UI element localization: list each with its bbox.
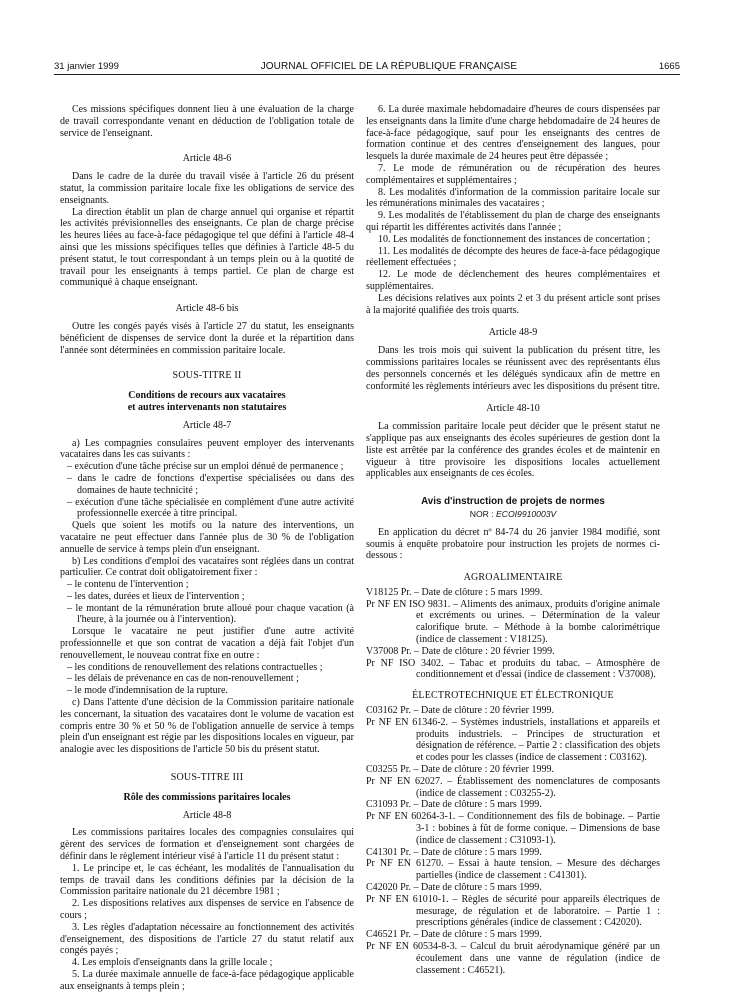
section-title: AGROALIMENTAIRE <box>463 572 563 584</box>
article-heading: Article 48-10 <box>486 403 540 415</box>
intro-paragraph: Ces missions spécifiques donnent lieu à une évaluation de la charge de travail correspondante venant en déduction de l'obligation totale de service de l'enseignant. <box>60 104 354 139</box>
dash-list <box>60 662 354 697</box>
norm-text: Pr NF ISO 3402. – Tabac et produits du tabac. – Atmosphère de conditionnement et d'essai (indice de classement : V37008). <box>366 657 660 681</box>
paragraph: a) Les compagnies consulaires peuvent employer des intervenants vacataires dans les cas suivants : <box>60 437 354 461</box>
sous-titre-heading: et autres intervenants non statutaires <box>127 401 287 413</box>
norm-text: Pr NF EN 60264-3-1. – Conditionnement des fils de bobinage. – Partie 3-1 : bobines à fût de forme conique. – Dimensions de base (indice de classement : C31093-1). <box>366 811 660 846</box>
norm-entry <box>366 717 660 764</box>
norm-text: C03162 Pr. – Date de clôture : 20 février 1999. <box>366 705 555 717</box>
norm-entry <box>366 847 660 859</box>
norm-entry <box>366 799 660 811</box>
list-item: – le contenu de l'intervention ; <box>67 579 189 591</box>
paragraph: Quels que soient les motifs ou la nature des interventions, un vacataire ne peut effectuer dans l'année plus de 30 % de l'obligation annuelle de service à temps plein d'un enseignant. <box>60 520 354 555</box>
section-title: ÉLECTROTECHNIQUE ET ÉLECTRONIQUE <box>412 690 614 702</box>
paragraph: En application du décret nº 84-74 du 26 janvier 1984 modifié, sont soumis à enquête probatoire pour instruction les projets de normes ci-dessous : <box>366 526 660 562</box>
numbered-item: 9. Les modalités de l'établissement du plan de charge des enseignants qui répartit les différentes activités dans l'année ; <box>366 210 660 233</box>
numbered-item: 8. Les modalités d'information de la commission paritaire locale sur les rémunérations minimales des vacataires ; <box>366 186 660 210</box>
norm-entry <box>366 599 660 646</box>
norm-text: Pr NF EN 60534-8-3. – Calcul du bruit aérodynamique généré par un écoulement dans une vanne de régulation (indice de classement : C46521). <box>366 941 660 976</box>
header-date: 31 janvier 1999 <box>54 61 119 72</box>
norm-text: C03255 Pr. – Date de clôture : 20 février 1999. <box>366 764 555 776</box>
list-item: – le montant de la rémunération brute alloué pour chaque vacation (à l'heure, à la journée ou à l'intervention). <box>67 602 354 626</box>
numbered-item: 5. La durée maximale annuelle de face-à-face pédagogique applicable aux enseignants à temps plein ; <box>60 969 354 992</box>
article-heading: Article 48-9 <box>488 327 538 339</box>
norm-text: Pr NF EN 61010-1. – Règles de sécurité pour appareils électriques de mesurage, de régulation et de laboratoire. – Partie 1 : prescriptions générales (indice de classement : C42020). <box>366 893 660 929</box>
norm-text: Pr NF EN ISO 9831. – Aliments des animaux, produits d'origine animale et excréments ou urines. – Détermination de la valeur calorifique brute. – Méthode à la bombe calorimétrique (indice de classement : V18125). <box>366 598 660 646</box>
paragraph: Lorsque le vacataire ne peut justifier d'une autre activité professionnelle et que son contrat de vacation a déjà fait l'objet d'un renouvellement, le nouveau contrat fixe en outre : <box>60 626 354 661</box>
norm-entry <box>366 705 660 717</box>
paragraph: Outre les congés payés visés à l'article 27 du statut, les enseignants bénéficient de dispenses de service dont la durée et la répartition dans l'année sont déterminées en commission paritaire locale. <box>60 320 354 356</box>
list-item: – le mode d'indemnisation de la rupture. <box>67 685 228 697</box>
norm-entry <box>366 882 660 894</box>
norm-entry <box>366 658 660 682</box>
paragraph: c) Dans l'attente d'une décision de la Commission paritaire nationale les concernant, la situation des vacataires dont le volume de vacation est compris entre 30 % et 50 % de l'obligation annuelle de service à temps plein d'un enseignant est régie par les dispositions locales en vigueur, par analogie avec les dispositions de l'article 50 bis du présent statut. <box>60 697 354 756</box>
avis-title: Avis d'instruction de projets de normes <box>421 496 605 508</box>
norm-entry <box>366 941 660 976</box>
norm-text: C46521 Pr. – Date de clôture : 5 mars 1999. <box>366 929 542 941</box>
list-item: – les dates, durées et lieux de l'intervention ; <box>67 590 245 602</box>
page-header <box>54 61 680 75</box>
nor-label: NOR : <box>469 508 494 519</box>
paragraph: Dans les trois mois qui suivent la publication du présent titre, les commissions paritaires locales se réunissent avec des représentants élus des personnels concernés et les délégués syndicaux afin de mettre en conformité les règlements intérieurs avec les dispositions du présent titre. <box>366 345 660 392</box>
norm-text: Pr NF EN 61346-2. – Systèmes industriels, installations et appareils et produits industriels. – Principes de structuration et désignation de référence. – Partie 2 : classification des objets et codes pour les classes (indice de classement : C03162). <box>366 716 660 764</box>
numbered-item: 10. Les modalités de fonctionnement des instances de concertation ; <box>378 233 651 245</box>
norm-entry <box>366 776 660 800</box>
paragraph: b) Les conditions d'emploi des vacataires sont réglées dans un contrat particulier. Ce contrat doit obligatoirement fixer : <box>60 555 354 579</box>
numbered-item: 3. Les règles d'adaptation nécessaire au fonctionnement des activités d'enseignement, des dispositions de l'article 27 du statut relatif aux congés payés ; <box>60 921 354 957</box>
norm-text: C41301 Pr. – Date de clôture : 5 mars 1999. <box>366 846 542 858</box>
right-column <box>366 104 660 976</box>
norm-text: C42020 Pr. – Date de clôture : 5 mars 1999. <box>366 882 542 894</box>
norm-entry <box>366 587 660 599</box>
norm-entry <box>366 929 660 941</box>
norm-entry <box>366 646 660 658</box>
page-number: 1665 <box>658 61 680 72</box>
paragraph: La direction établit un plan de charge annuel qui organise et répartit les activités prévisionnelles des enseignants. Ce plan de charge précise les heures liées au face-à-face pédagogique tel que défini à l'article 48-4 ainsi que les missions spécifiques telles que définies à l'article 48-5 du présent statut, le tout correspondant à un temps plein ou à la quotité de travail pour les enseignants à temps partiel. Ce plan de charge est communiqué à chaque enseignant. <box>60 206 354 289</box>
dash-list <box>60 461 354 520</box>
numbered-item: 1. Le principe et, le cas échéant, les modalités de l'annualisation du temps de travail dans les conditions définies par la décision de la Commission paritaire nationale du 21 décembre 1981 ; <box>60 862 354 898</box>
nor-reference <box>366 509 660 521</box>
norm-text: V18125 Pr. – Date de clôture : 5 mars 1999. <box>366 586 543 598</box>
sous-titre-heading: Rôle des commissions paritaires locales <box>123 791 291 803</box>
article-heading: Article 48-6 bis <box>175 303 239 315</box>
norm-entry <box>366 811 660 846</box>
header-rule <box>54 74 680 75</box>
numbered-item: 2. Les dispositions relatives aux dispenses de service en l'absence de cours ; <box>60 898 354 922</box>
sous-titre-label: SOUS-TITRE II <box>172 370 242 382</box>
numbered-item: 4. Les emplois d'enseignants dans la grille locale ; <box>72 957 273 969</box>
left-column <box>60 104 354 993</box>
list-item: – dans le cadre de fonctions d'expertise spécialisées ou dans des domaines de haute technicité ; <box>67 472 354 496</box>
article-heading: Article 48-8 <box>182 809 232 821</box>
norm-text: V37008 Pr. – Date de clôture : 20 février 1999. <box>366 645 555 657</box>
norm-text: C31093 Pr. – Date de clôture : 5 mars 1999. <box>366 799 542 811</box>
nor-code: ECOI9910003V <box>496 508 557 519</box>
numbered-item: 7. Le mode de rémunération ou de récupération des heures complémentaires et supplémentaires ; <box>366 162 660 186</box>
norm-text: Pr NF EN 62027. – Établissement des nomenclatures de composants (indice de classement : C03255-2). <box>366 775 660 799</box>
list-item: – les délais de prévenance en cas de non-renouvellement ; <box>67 673 299 685</box>
list-item: – les conditions de renouvellement des relations contractuelles ; <box>67 661 323 673</box>
norm-entry <box>366 858 660 882</box>
article-heading: Article 48-6 <box>182 153 232 165</box>
sous-titre-label: SOUS-TITRE III <box>170 772 244 784</box>
paragraph: Les commissions paritaires locales des compagnies consulaires qui gèrent des services de formation et d'enseignement sont chargées de définir dans le règlement intérieur visé à l'article 11 du présent statut : <box>60 827 354 863</box>
numbered-item: 11. Les modalités de décompte des heures de face-à-face pédagogique réellement effectuées ; <box>366 245 660 269</box>
article-heading: Article 48-7 <box>182 419 232 431</box>
sous-titre-heading: Conditions de recours aux vacataires <box>128 390 286 402</box>
norm-entry <box>366 894 660 929</box>
numbered-item: 6. La durée maximale hebdomadaire d'heures de cours dispensées par les enseignants dans la limite d'une charge hebdomadaire de 24 heures de face-à-face pédagogique, sauf pour les enseignants des centres de formation continue et des centres d'enseignement des langues, pour lesquels la durée maximale de 24 heures peut être dépassée ; <box>366 104 660 163</box>
paragraph: Dans le cadre de la durée du travail visée à l'article 26 du présent statut, la commission paritaire locale fixe les obligations de service des enseignants. <box>60 171 354 206</box>
paragraph: La commission paritaire locale peut décider que le présent statut ne s'applique pas aux enseignants des écoles supérieures de gestion dont la liste est arrêtée par la conférence des grandes écoles et de maintenir en vigueur à titre provisoire les dispositions locales actuellement applicables aux enseignants de ces écoles. <box>366 421 660 480</box>
norm-entry <box>366 764 660 776</box>
numbered-item: 12. Le mode de déclenchement des heures complémentaires et supplémentaires. <box>366 269 660 292</box>
dash-list <box>60 579 354 626</box>
list-item: – exécution d'une tâche spécialisée en complément d'une autre activité professionnelle exercée à titre principal. <box>67 496 354 520</box>
paragraph: Les décisions relatives aux points 2 et 3 du présent article sont prises à la majorité qualifiée des trois quarts. <box>366 292 660 316</box>
list-item: – exécution d'une tâche précise sur un emploi dénué de permanence ; <box>67 461 344 473</box>
header-title: JOURNAL OFFICIEL DE LA RÉPUBLIQUE FRANÇAISE <box>260 61 518 72</box>
norm-text: Pr NF EN 61270. – Essai à haute tension. – Mesure des décharges partielles (indice de classement : C41301). <box>366 858 660 882</box>
